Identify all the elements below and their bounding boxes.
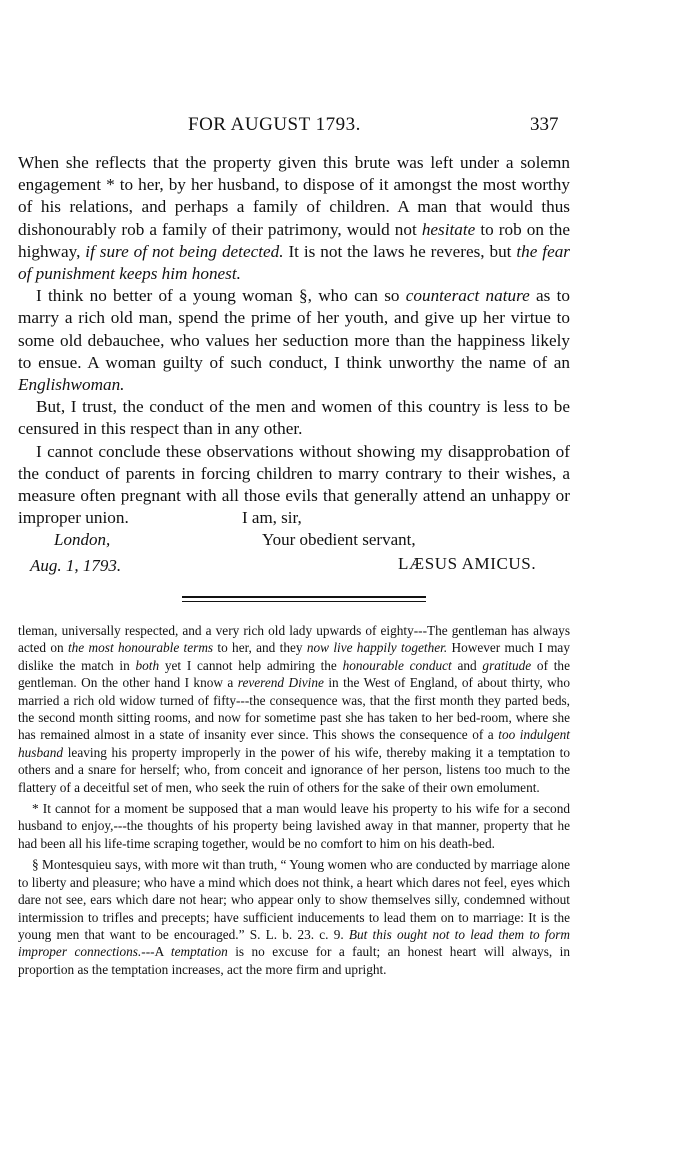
footnotes: [18, 622, 570, 978]
letter-signoff: [18, 508, 570, 578]
salutation: I am, sir,: [242, 508, 302, 527]
footnote-section: § Montesquieu says, with more wit than truth, “ Young women who are conducted by marriage alone to liberty and pleasure; who have a mind which does not think, a heart which dares not feel, eyes which dare not see, ears which dare not hear; who appear only to show themselves silly, condemned without intermission to trifles and precepts; have sufficient inducements to lead them on to marriage: It is the young men that want to be encouraged.” S. L. b. 23. c. 9. But this ought not to lead them to form improper connections.---A temptation is no excuse for a fault; an honest heart will always, in proportion as the temptation increases, act the more firm and upright.: [18, 857, 570, 977]
date: Aug. 1, 1793.: [30, 556, 122, 575]
paragraph-4: I cannot conclude these observations without showing my disapprobation of the conduct of parents in forcing children to marry contrary to their wishes, a measure often pregnant with all those evils that generally attend an unhappy or improper union.: [18, 441, 570, 528]
page-number: 337: [530, 114, 559, 135]
paragraph-2: I think no better of a young woman §, who can so counteract nature as to marry a rich old man, spend the prime of her youth, and give up her virtue to some old debauchee, who values her seduction more than the happiness likely to ensue. A woman guilty of such conduct, I think unworthy the name of an Englishwoman.: [18, 286, 570, 395]
section-rule-thick: [182, 596, 426, 598]
signature: LÆSUS AMICUS.: [398, 554, 537, 573]
footnote-continued: tleman, universally respected, and a very rich old lady upwards of eighty---The gentleman has always acted on the most honourable terms to her, and they now live happily together. However much I may dislike the match in both yet I cannot help admiring the honourable conduct and gratitude of the gentleman. On the other hand I know a reverend Divine in the West of England, of about thirty, who married a rich old widow turned of fifty---the consequence was, that the first month they parted beds, the second month sitting rooms, and now for sometime past she has taken to her bed-room, where she has remained almost in a state of insanity ever since. This shows the consequence of a too indulgent husband leaving his property improperly in the power of his wife, thereby making it a temptation to others and a snare for herself; who, from conceit and ignorance of her person, listens too much to the flattery of a deceitful set of men, who seek the ruin of others for the sake of their own emolument.: [18, 623, 570, 795]
place: London,: [54, 530, 111, 549]
running-head: FOR AUGUST 1793.: [188, 114, 361, 135]
section-rule-thin: [182, 601, 426, 602]
footnote-asterisk: * It cannot for a moment be supposed that a man would leave his property to his wife for a second husband to enjoy,---the thoughts of his property being lavished away in that manner, property that he had been all his life-time scraping together, would be no comfort to him on his death-bed.: [18, 801, 570, 851]
page-header: [0, 114, 688, 138]
main-text: [18, 152, 570, 529]
paragraph-1: When she reflects that the property given this brute was left under a solemn engagement * to her, by her husband, to dispose of it amongst the most worthy of his relations, and perhaps a family of children. A man that would thus dishonourably rob a family of their patrimony, would not hesitate to rob on the highway, if sure of not being detected. It is not the laws he reveres, but the fear of punishment keeps him honest.: [18, 153, 570, 284]
closing: Your obedient servant,: [262, 530, 416, 549]
paragraph-3: But, I trust, the conduct of the men and women of this country is less to be censured in this respect than in any other.: [18, 397, 570, 439]
